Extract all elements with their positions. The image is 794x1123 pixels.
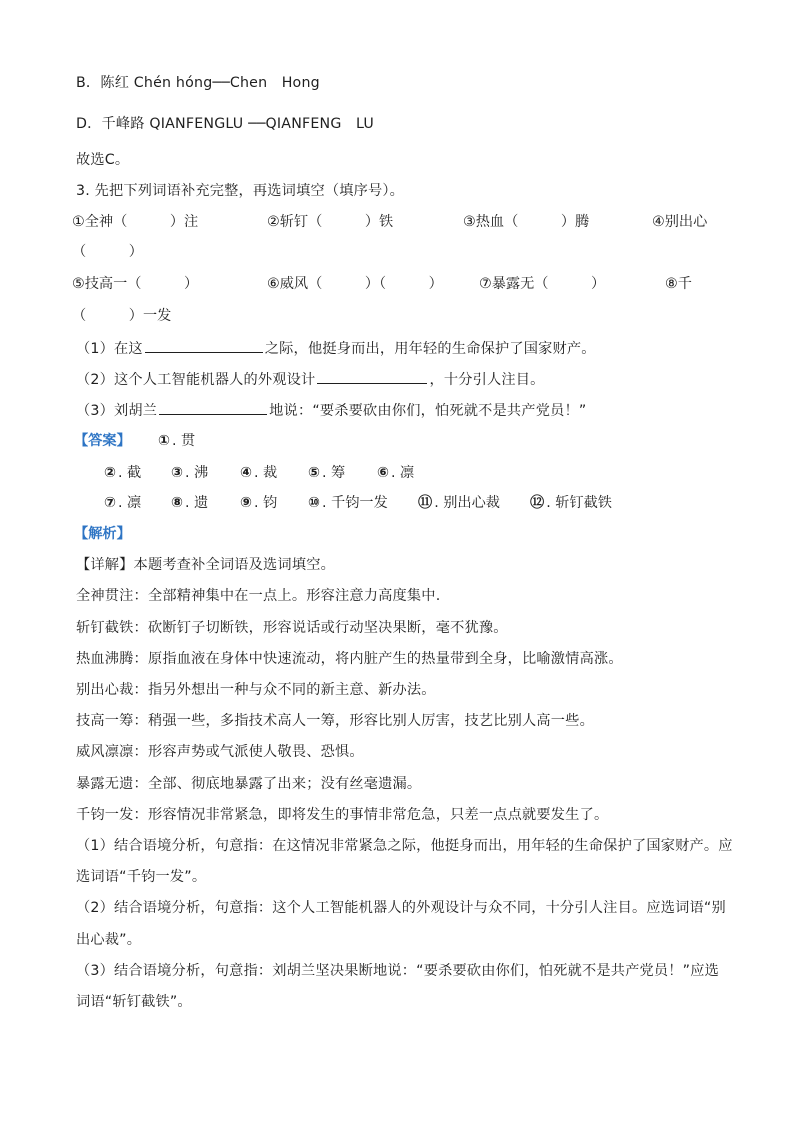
fill-sentence-3: （3）刘胡兰 地说：“要杀要砍由你们，怕死就不是共产党员！”	[76, 400, 586, 421]
analysis-line-7: 威风凛凛：形容声势或气派使人敬畏、恐惧。	[76, 744, 364, 760]
fill-blank-1	[145, 338, 263, 353]
answer-item-6: ⑥ . 凛	[377, 465, 415, 481]
question-item-3: ③热血（ ）腾	[463, 214, 590, 230]
question-item-8-cont: （ ）一发	[72, 308, 172, 324]
answer-item-9: ⑨ . 钧	[240, 495, 278, 511]
analysis-line-14: （3）结合语境分析，句意指：刘胡兰坚决果断地说：“要杀要砍由你们，怕死就不是共产党员！”应选	[76, 963, 719, 979]
answer-item-5: ⑤ . 筹	[308, 465, 346, 481]
analysis-line-10: （1）结合语境分析，句意指：在这情况非常紧急之际，他挺身而出，用年轻的生命保护了国家财产。应	[76, 838, 733, 854]
answer-item-7: ⑦ . 凛	[104, 495, 142, 511]
analysis-line-6: 技高一筹：稍强一些，多指技术高人一筹，形容比别人厉害，技艺比别人高一些。	[76, 713, 594, 729]
question-item-4-cont: （ ）	[72, 244, 143, 260]
analysis-line-8: 暴露无遗：全部、彻底地暴露了出来；没有丝毫遗漏。	[76, 776, 422, 792]
conclusion-line: 故选C。	[76, 152, 130, 168]
analysis-line-4: 热血沸腾：原指血液在身体中快速流动，将内脏产生的热量带到全身，比喻激情高涨。	[76, 651, 623, 667]
analysis-line-15: 词语“斩钉截铁”。	[76, 994, 192, 1010]
fill-sentence-1: （1）在这 之际，他挺身而出，用年轻的生命保护了国家财产。	[76, 338, 596, 359]
question-stem: 3. 先把下列词语补充完整，再选词填空（填序号）。	[76, 183, 405, 199]
analysis-label: 【解析】	[74, 526, 131, 542]
analysis-line-12: （2）结合语境分析，句意指：这个人工智能机器人的外观设计与众不同，十分引人注目。应选词语“别	[76, 900, 726, 916]
answer-item-1: ① . 贯	[158, 433, 196, 449]
answer-item-10: ⑩ . 千钧一发	[308, 495, 388, 511]
question-item-7: ⑦暴露无（ ）	[479, 276, 606, 292]
fill-blank-3	[159, 400, 267, 415]
analysis-line-3: 斩钉截铁：砍断钉子切断铁，形容说话或行动坚决果断，毫不犹豫。	[76, 620, 508, 636]
question-item-2: ②斩钉（ ）铁	[267, 214, 394, 230]
answer-item-12: ⑫ . 斩钉截铁	[530, 495, 612, 511]
answer-item-8: ⑧ . 遗	[171, 495, 209, 511]
option-b-line: B．陈红 Chén hóng──Chen Hong	[76, 75, 320, 91]
question-item-1: ①全神（ ）注	[72, 214, 199, 230]
question-item-8: ⑧千	[665, 276, 692, 292]
analysis-line-11: 选词语“千钧一发”。	[76, 869, 207, 885]
answer-item-11: ⑪ . 别出心裁	[418, 495, 500, 511]
question-item-6: ⑥威风（ ）（ ）	[267, 276, 443, 292]
question-item-4: ④别出心	[652, 214, 708, 230]
answer-label: 【答案】	[74, 433, 131, 449]
answer-item-3: ③ . 沸	[171, 465, 209, 481]
analysis-line-13: 出心裁”。	[76, 932, 142, 948]
answer-item-2: ② . 截	[104, 465, 142, 481]
analysis-line-1: 【详解】本题考查补全词语及选词填空。	[76, 557, 335, 573]
question-item-5: ⑤技高一（ ）	[72, 276, 199, 292]
option-d-line: D．千峰路 QIANFENGLU ──QIANFENG LU	[76, 116, 374, 132]
analysis-line-9: 千钧一发：形容情况非常紧急，即将发生的事情非常危急，只差一点点就要发生了。	[76, 807, 609, 823]
fill-sentence-2: （2）这个人工智能机器人的外观设计 ，十分引人注目。	[76, 369, 545, 390]
fill-blank-2	[317, 369, 427, 384]
answer-item-4: ④ . 裁	[240, 465, 278, 481]
analysis-line-5: 别出心裁：指另外想出一种与众不同的新主意、新办法。	[76, 682, 436, 698]
analysis-line-2: 全神贯注：全部精神集中在一点上。形容注意力高度集中.	[76, 588, 441, 604]
